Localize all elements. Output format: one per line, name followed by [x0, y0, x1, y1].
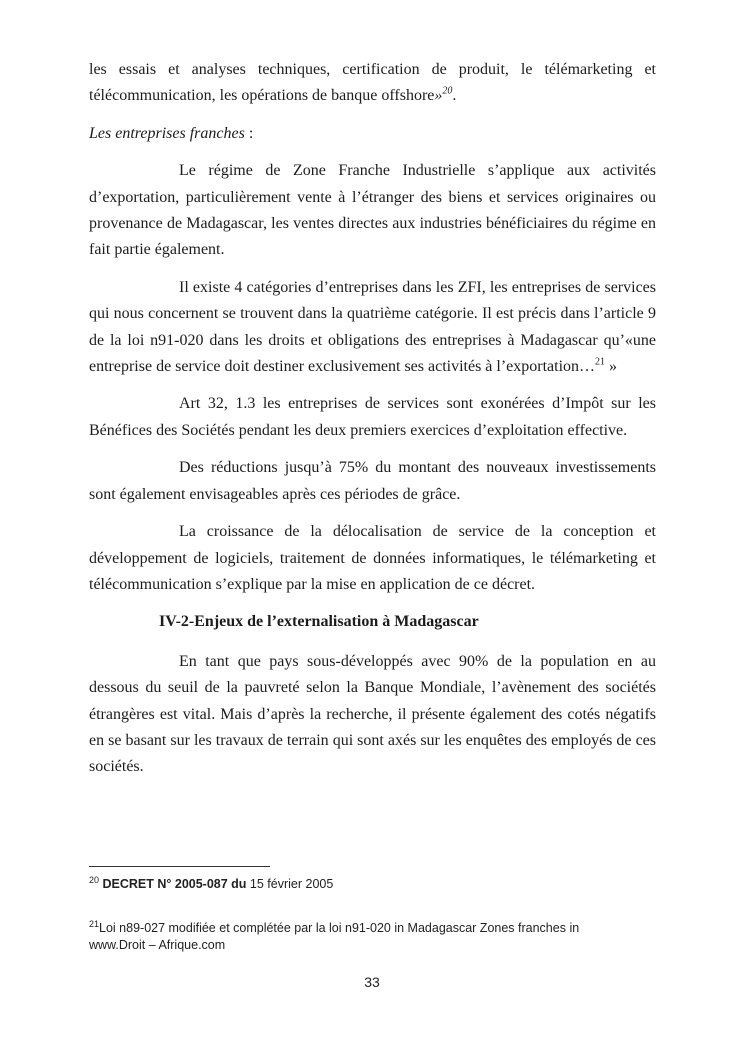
footnotes-section — [89, 866, 629, 955]
page-body-text — [89, 57, 656, 792]
footnote-21-marker: 21 — [89, 918, 100, 929]
footnote-20-marker: 20 — [89, 874, 100, 885]
paragraph-offshore — [89, 57, 656, 110]
footnote-21-text: Loi n89-027 modifiée et complétée par la loi n91-020 in Madagascar Zones franches in www.Droit – Afrique.com — [89, 920, 580, 952]
paragraph-regime-zfi: Le régime de Zone Franche Industrielle s’applique aux activités d’exportation, particulièrement vente à l’étranger des biens et services originaires ou provenance de Madagascar, les ventes directes aux industries bénéficiaires du régime en fait partie également. — [89, 162, 656, 259]
footnote-separator-rule — [89, 866, 270, 867]
section-heading-iv2: IV-2-Enjeux de l’externalisation à Madagascar — [159, 613, 479, 631]
sentence-period: . — [452, 87, 457, 105]
paragraph-croissance: La croissance de la délocalisation de service de la conception et développement de logiciels, traitement de données informatiques, le télémarketing et télécommunication s’explique par la mise en application de ce décret. — [89, 523, 656, 593]
subheading-text: Les entreprises franches — [89, 124, 245, 142]
paragraph-text: Il existe 4 catégories d’entreprises dans les ZFI, les entreprises de services qui nous concernent se trouvent dans la quatrième catégorie. Il est précis dans l’article 9 de la loi n91-020 dans les droits et obligations des entreprises à Madagascar qu’«une entreprise de service doit destiner exclusivement ses activités à l’exportation… — [89, 278, 656, 376]
paragraph-pays-sous-developpes: En tant que pays sous-développés avec 90% de la population en au dessous du seuil de la pauvreté selon la Banque Mondiale, l’avènement des sociétés étrangères est vital. Mais d’après la recherche, il présente également des cotés négatifs en se basant sur les travaux de terrain qui sont axés sur les enquêtes des employés de ces sociétés. — [89, 652, 656, 776]
paragraph-reductions: Des réductions jusqu’à 75% du montant des nouveaux investissements sont également envisageables après ces périodes de grâce. — [89, 459, 656, 503]
closing-guillemet: » — [434, 87, 443, 105]
paragraph-text: les essais et analyses techniques, certification de produit, le télémarketing et télécommunication, les opérations de banque offshore — [89, 61, 656, 105]
subheading-colon: : — [244, 124, 254, 142]
subheading-entreprises-franches — [89, 121, 656, 147]
footnote-20 — [89, 876, 629, 894]
closing-guillemet: » — [605, 358, 618, 376]
page-number: 33 — [364, 974, 380, 990]
footnote-ref-21: 21 — [595, 356, 606, 368]
footnote-ref-20: 20 — [442, 86, 453, 98]
paragraph-categories-zfi — [89, 275, 656, 381]
footnote-20-regular-text: 15 février 2005 — [246, 877, 334, 891]
paragraph-art32: Art 32, 1.3 les entreprises de services sont exonérées d’Impôt sur les Bénéfices des Sociétés pendant les deux premiers exercices d’exploitation effective. — [89, 395, 656, 439]
footnote-21 — [89, 920, 629, 955]
footnote-20-bold-text: DECRET N° 2005-087 du — [102, 877, 247, 891]
